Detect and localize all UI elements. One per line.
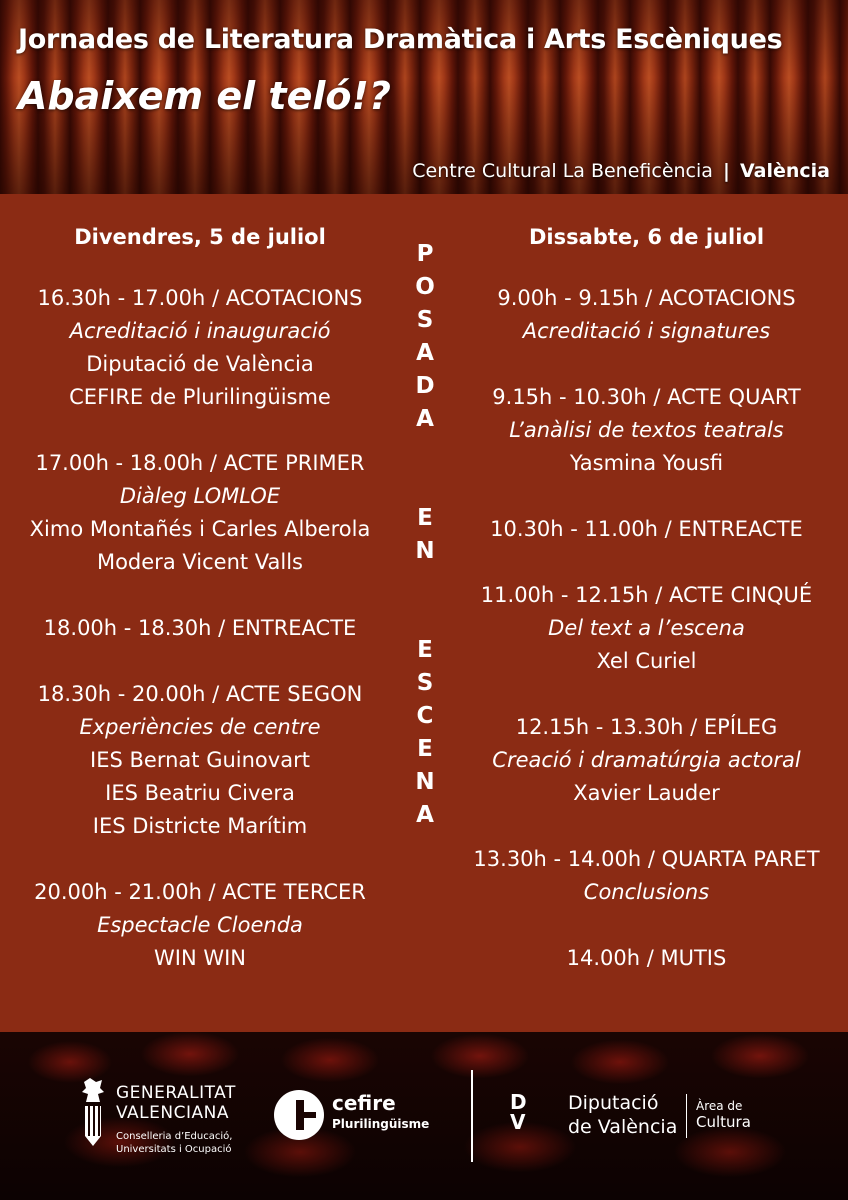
dv-mark-bottom: V	[510, 1110, 526, 1134]
dv-area-line2: Cultura	[696, 1113, 751, 1131]
event-subtitle: Conclusions	[583, 880, 710, 904]
dv-name-line2: de València	[568, 1116, 678, 1138]
event-subtitle: Acreditació i inauguració	[69, 319, 331, 343]
dv-name-line1: Diputació	[568, 1092, 659, 1114]
gv-dept-line2: Universitats i Ocupació	[116, 1144, 232, 1155]
logo-divider	[471, 1070, 473, 1162]
day2-event-4	[445, 579, 848, 678]
event-time: 13.30h - 14.00h / QUARTA PARET	[473, 847, 820, 871]
day2-event-7	[445, 942, 848, 975]
vertical-motto	[405, 238, 445, 832]
dv-area-line1: Àrea de	[696, 1099, 743, 1113]
gv-dept-line1: Conselleria d’Educació,	[116, 1131, 233, 1142]
motto-letter: P	[416, 241, 434, 267]
diputacio-logo	[510, 1090, 770, 1150]
event-title: Jornades de Literatura Dramàtica i Arts Escèniques	[18, 24, 783, 55]
motto-letter: E	[417, 637, 433, 663]
motto-letter: A	[416, 406, 434, 432]
day1-title: Divendres, 5 de juliol	[74, 225, 326, 249]
motto-letter: O	[415, 274, 435, 300]
venue-city: València	[739, 160, 830, 182]
motto-gap	[405, 601, 445, 634]
venue-line	[412, 160, 830, 182]
event-time: 9.15h - 10.30h / ACTE QUART	[492, 385, 801, 409]
motto-letter: S	[416, 670, 434, 696]
motto-letter: D	[415, 373, 435, 399]
event-person: Diputació de València	[86, 352, 314, 376]
event-subtitle: Experiències de centre	[79, 715, 321, 739]
program-section	[0, 194, 848, 1032]
motto-gap	[405, 469, 445, 502]
day1-event-2	[0, 447, 400, 579]
day1-event-4	[0, 678, 400, 843]
motto-letter: A	[416, 340, 434, 366]
event-person: IES Beatriu Civera	[105, 781, 295, 805]
event-person: IES Districte Marítim	[92, 814, 308, 838]
event-time: 18.30h - 20.00h / ACTE SEGON	[37, 682, 363, 706]
dv-mark-icon	[510, 1092, 550, 1132]
gv-name-line2: VALENCIANA	[116, 1103, 229, 1123]
cefire-tagline: Plurilingüisme	[332, 1117, 430, 1131]
motto-letter: E	[417, 505, 433, 531]
event-time: 11.00h - 12.15h / ACTE CINQUÉ	[480, 583, 813, 607]
event-subtitle: Abaixem el teló!?	[18, 74, 391, 118]
event-person: CEFIRE de Plurilingüisme	[69, 385, 331, 409]
event-time: 14.00h / MUTIS	[566, 946, 727, 970]
motto-letter: C	[416, 703, 434, 729]
venue-name: Centre Cultural La Beneficència	[412, 160, 713, 182]
dv-divider	[686, 1094, 687, 1138]
cefire-brand: cefire	[332, 1091, 396, 1115]
venue-separator: |	[722, 160, 730, 182]
motto-gap	[405, 436, 445, 469]
event-person: IES Bernat Guinovart	[90, 748, 310, 772]
event-person: Modera Vicent Valls	[96, 550, 304, 574]
day2-event-1	[445, 282, 848, 348]
dv-mark-top: D	[510, 1090, 527, 1114]
event-time: 16.30h - 17.00h / ACOTACIONS	[37, 286, 363, 310]
event-subtitle: Creació i dramatúrgia actoral	[492, 748, 801, 772]
event-person: Xel Curiel	[596, 649, 697, 673]
day1-event-3	[0, 612, 400, 645]
event-subtitle: Espectacle Cloenda	[97, 913, 303, 937]
event-person: Xavier Lauder	[573, 781, 720, 805]
motto-letter: E	[417, 736, 433, 762]
event-time: 9.00h - 9.15h / ACOTACIONS	[497, 286, 796, 310]
event-subtitle: Diàleg LOMLOE	[119, 484, 281, 508]
motto-letter: N	[415, 769, 435, 795]
gv-name-line1: GENERALITAT	[116, 1083, 236, 1103]
day2-title: Dissabte, 6 de juliol	[528, 225, 765, 249]
footer-logos	[0, 1032, 848, 1200]
event-time: 20.00h - 21.00h / ACTE TERCER	[34, 880, 366, 904]
motto-letter: A	[416, 802, 434, 828]
cefire-mark-icon	[274, 1090, 324, 1140]
event-time: 10.30h - 11.00h / ENTREACTE	[490, 517, 803, 541]
generalitat-logo	[78, 1076, 248, 1156]
day1-event-5	[0, 876, 400, 975]
day2-event-5	[445, 711, 848, 810]
header-banner	[0, 0, 848, 194]
day2-event-2	[445, 381, 848, 480]
event-time: 17.00h - 18.00h / ACTE PRIMER	[35, 451, 365, 475]
day1-column	[0, 222, 400, 1008]
day2-event-3	[445, 513, 848, 546]
event-time: 18.00h - 18.30h / ENTREACTE	[43, 616, 357, 640]
cefire-logo	[274, 1090, 444, 1142]
motto-letter: S	[416, 307, 434, 333]
event-person: Ximo Montañés i Carles Alberola	[29, 517, 371, 541]
coat-of-arms-icon	[78, 1078, 108, 1148]
event-subtitle: L’anàlisi de textos teatrals	[509, 418, 784, 442]
day2-column	[445, 222, 848, 1008]
event-person: WIN WIN	[153, 946, 246, 970]
motto-letter: N	[415, 538, 435, 564]
event-subtitle: Acreditació i signatures	[522, 319, 771, 343]
motto-gap	[405, 568, 445, 601]
event-person: Yasmina Yousfi	[569, 451, 724, 475]
event-time: 12.15h - 13.30h / EPÍLEG	[515, 715, 778, 739]
day2-event-6	[445, 843, 848, 909]
day1-event-1	[0, 282, 400, 414]
event-subtitle: Del text a l’escena	[548, 616, 745, 640]
